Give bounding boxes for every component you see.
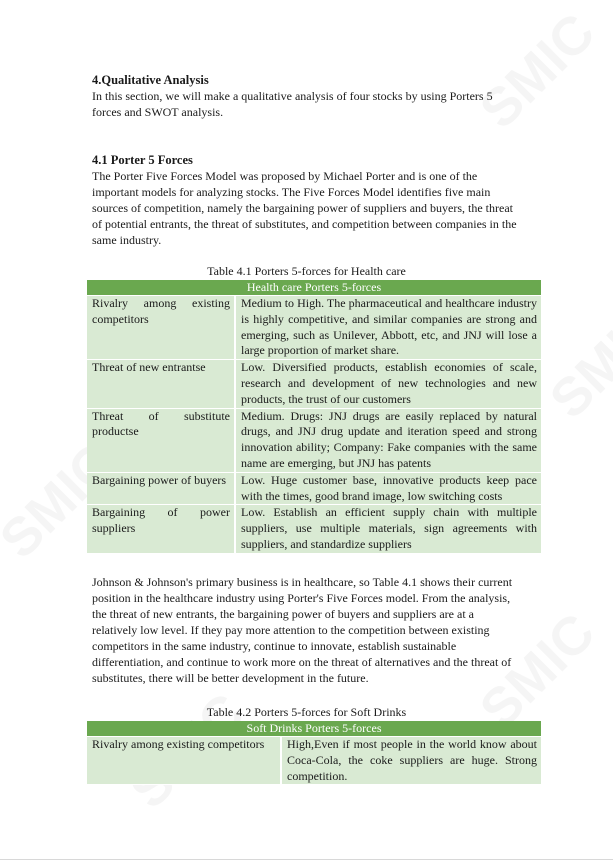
table-row [87,737,541,785]
assessment-cell: Low. Huge customer base, innovative products keep pace with the times, good brand image, low switching costs [235,472,541,505]
table-row [87,360,541,408]
porters-table-soft-drinks [87,721,541,785]
force-cell: Bargaining of power suppliers [87,505,235,553]
force-cell: Bargaining power of buyers [87,472,235,505]
assessment-cell: Low. Establish an efficient supply chain with multiple suppliers, use multiple materials, sign agreements with suppliers, and standardize suppliers [235,505,541,553]
section-intro: In this section, we will make a qualitative analysis of four stocks by using Porters 5 forces and SWOT analysis. [92,89,493,119]
table-caption: Table 4.2 Porters 5-forces for Soft Drinks [206,705,407,719]
table-row [87,505,541,553]
table-header: Soft Drinks Porters 5-forces [87,721,541,737]
force-cell: Rivalry among existing competitors [87,296,235,360]
porters-table-health-care [87,280,541,554]
force-cell: Threat of substitute productse [87,408,235,472]
subsection-body: The Porter Five Forces Model was proposed by Michael Porter and is one of the important models for analyzing stocks. The Five Forces Model identifies five main sources of competition, namely the bargaining power of suppliers and buyers, the threat of potential entrants, the threat of substitutes, and competition between companies in the same industry. [92,169,517,247]
assessment-cell: Low. Diversified products, establish economies of scale, research and development of new technologies and new products, the trust of our customers [235,360,541,408]
table-row [87,472,541,505]
watermark [538,291,613,430]
assessment-cell: High,Even if most people in the world know about Coca-Cola, the coke suppliers are huge. Strong competition. [281,737,541,785]
section-heading: 4.Qualitative Analysis [92,73,209,87]
force-cell: Rivalry among existing competitors [87,737,281,785]
table-row [87,296,541,360]
subsection-heading: 4.1 Porter 5 Forces [92,153,193,167]
page-bottom-divider [0,859,613,860]
table-header: Health care Porters 5-forces [87,280,541,296]
summary-paragraph: Johnson & Johnson's primary business is in healthcare, so Table 4.1 shows their current position in the healthcare industry using Porter's Five Forces model. From the analysis, the threat of new entrants, the bargaining power of buyers and suppliers are at a relatively low level. If they pay more attention to the competition between existing competitors in the same industry, continue to innovate, establish sustainable differentiation, and continue to work more on the threat of alternatives and the threat of substitutes, there will be better development in the future. [92,575,513,685]
table-caption: Table 4.1 Porters 5-forces for Health care [207,264,406,278]
assessment-cell: Medium to High. The pharmaceutical and healthcare industry is highly competitive, and similar companies are strong and emerging, such as Unilever, Abbott, etc, and JNJ will lose a large proportion of market share. [235,296,541,360]
assessment-cell: Medium. Drugs: JNJ drugs are easily replaced by natural drugs, and JNJ drug update and iteration speed and strong innovation ability; Company: Fake companies with the same name are emerging, but JNJ has patents [235,408,541,472]
table-header-row [87,280,541,296]
force-cell: Threat of new entrantse [87,360,235,408]
table-row [87,408,541,472]
table-header-row [87,721,541,737]
